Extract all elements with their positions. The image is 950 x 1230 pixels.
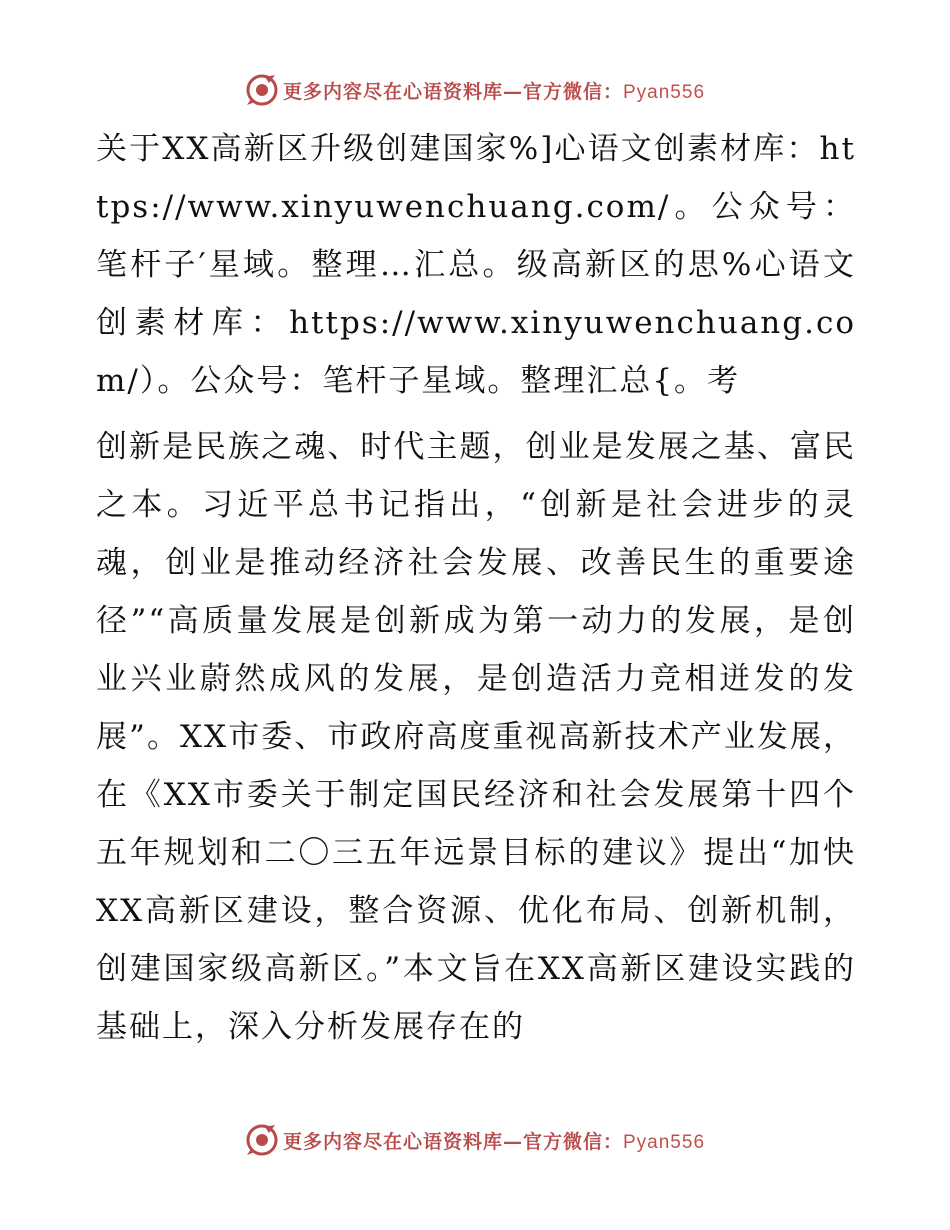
xinyu-logo-icon [245, 73, 279, 107]
paragraph-2: 创新是民族之魂、时代主题，创业是发展之基、富民之本。习近平总书记指出，“创新是社会进步的灵魂，创业是推动经济社会发展、改善民生的重要途径”“高质量发展是创新成为第一动力的发展，是创业兴业蔚然成风的发展，是创造活力竞相迸发的发展”。XX市委、市政府高度重视高新技术产业发展，在《XX市委关于制定国民经济和社会发展第十四个五年规划和二〇三五年远景目标的建议》提出“加快XX高新区建设，整合资源、优化布局、创新机制，创建国家级高新区。”本文旨在XX高新区建设实践的基础上，深入分析发展存在的 [96, 429, 856, 1045]
paragraph-1: 关于XX高新区升级创建国家%]心语文创素材库：https://www.xinyuwenchuang.com/。公众号：笔杆子′星域。整理…汇总。级高新区的思%心语文创素材库：https://www.xinyuwenchuang.com/）。公众号：笔杆子星域。整理汇总{。考 [96, 131, 856, 399]
footer-wechat-id: Pyan556 [623, 1131, 706, 1153]
header-banner [0, 70, 950, 110]
footer-banner [0, 1120, 950, 1160]
footer-banner-text: 更多内容尽在心语资料库—官方微信：Pyan556 [282, 1130, 706, 1153]
header-banner-text: 更多内容尽在心语资料库—官方微信：Pyan556 [282, 80, 706, 103]
header-wechat-id: Pyan556 [623, 81, 706, 103]
xinyu-logo-icon [245, 1123, 279, 1157]
document-body [96, 120, 856, 1056]
